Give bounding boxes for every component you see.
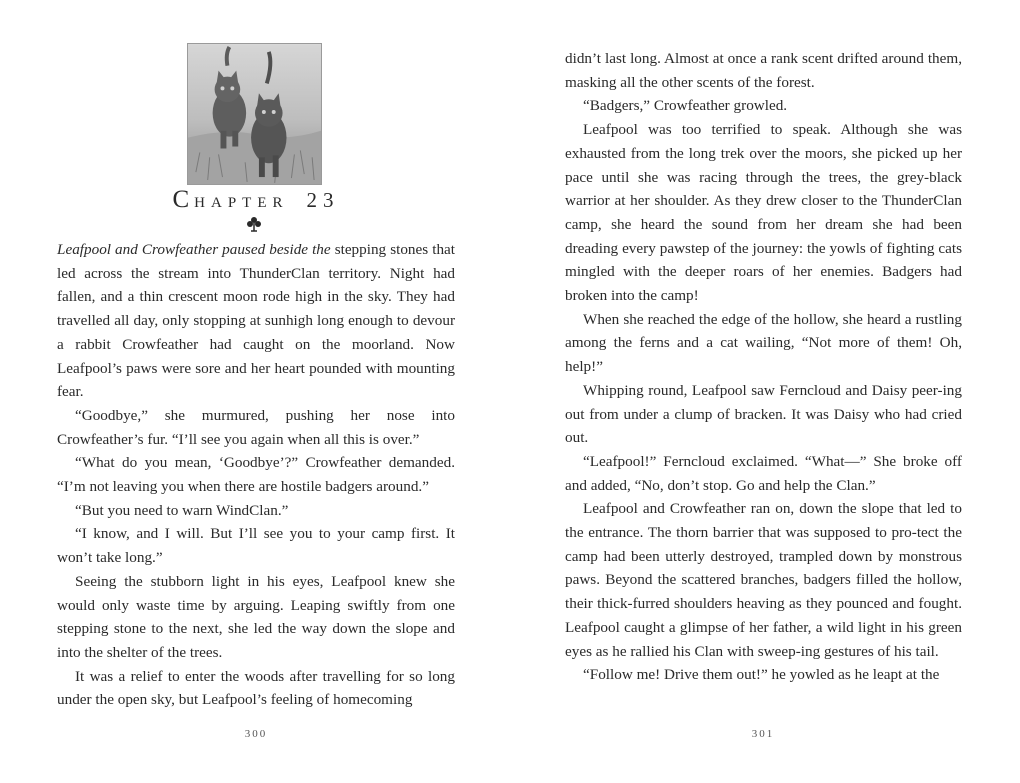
- paragraph: “Follow me! Drive them out!” he yowled as he leapt at the: [583, 666, 940, 684]
- right-page-text: [565, 47, 962, 687]
- chapter-word-initial: C: [172, 186, 195, 213]
- right-page: [510, 0, 1020, 783]
- page-number-right: 301: [751, 728, 775, 740]
- paragraph: Seeing the stubborn light in his eyes, Leafpool knew she would only waste time by arguing. Leaping swiftly from one stepping stone to the next, she led the way down the slope and into the shelter of the trees.: [57, 572, 455, 661]
- left-page-text: [57, 238, 455, 712]
- paragraph: “I know, and I will. But I’ll see you to your camp first. It won’t take long.”: [57, 525, 455, 567]
- page-number-left: 300: [244, 728, 268, 740]
- paragraph: “What do you mean, ‘Goodbye’?” Crowfeather demanded. “I’m not leaving you when there are hostile badgers around.”: [57, 454, 455, 496]
- paragraph: didn’t last long. Almost at once a rank scent drifted around them, masking all the other scents of the forest.: [565, 50, 962, 91]
- paragraph: Leafpool and Crowfeather ran on, down the slope that led to the entrance. The thorn barrier that was supposed to pro-tect the camp had been utterly destroyed, trampled down by monstrous paws. Beyond the scattered branches, badgers filled the hollow, their thick-furred shoulders heaving as they pounced and fought. Leafpool caught a glimpse of her father, a wild light in his green eyes as he rallied his Clan with sweep-ing gestures of his tail.: [565, 500, 962, 660]
- two-cats-walking-illustration: [187, 43, 322, 185]
- chapter-word-rest: HAPTER: [194, 195, 289, 211]
- paragraph: “Leafpool!” Ferncloud exclaimed. “What—” She broke off and added, “No, don’t stop. Go and help the Clan.”: [565, 452, 962, 494]
- lead-in-italic: Leafpool and Crowfeather paused beside the: [57, 241, 331, 258]
- paragraph: Whipping round, Leafpool saw Ferncloud and Daisy peer-ing out from under a clump of bracken. It was Daisy who had cried out.: [565, 381, 962, 447]
- opening-paragraph-body: stepping stones that led across the stream into ThunderClan territory. Night had fallen, and a thin crescent moon rode high in the sky. They had travelled all day, only stopping at sunhigh long enough to devour a rabbit Crowfeather had caught on the moorland. Now Leafpool’s paws were sore and her heart pounded with mounting fear.: [57, 241, 455, 401]
- paragraph: When she reached the edge of the hollow, she heard a rustling among the ferns and a cat wailing, “Not more of them! Oh, help!”: [565, 310, 962, 376]
- opening-paragraph: [57, 238, 455, 404]
- paragraph: It was a relief to enter the woods after travelling for so long under the open sky, but Leafpool’s feeling of homecoming: [57, 667, 455, 709]
- paragraph: “Goodbye,” she murmured, pushing her nose into Crowfeather’s fur. “I’ll see you again when all this is over.”: [57, 406, 455, 448]
- paragraph: “But you need to warn WindClan.”: [75, 501, 289, 519]
- paragraph: “Badgers,” Crowfeather growled.: [583, 97, 788, 115]
- paragraph: Leafpool was too terrified to speak. Although she was exhausted from the long trek over the moors, she picked up her pace until she was racing through the trees, the grey-black warrior at her shoulder. As they drew closer to the ThunderClan camp, she heard the sound from her dream she had been dreading every pawstep of the journey: the yowls of fighting cats mingled with the deeper roars of her enemies. Badgers had broken into the camp!: [565, 121, 962, 305]
- fleur-ornament-icon: [244, 214, 264, 234]
- chapter-number: 23: [306, 188, 340, 212]
- chapter-heading: [57, 186, 455, 217]
